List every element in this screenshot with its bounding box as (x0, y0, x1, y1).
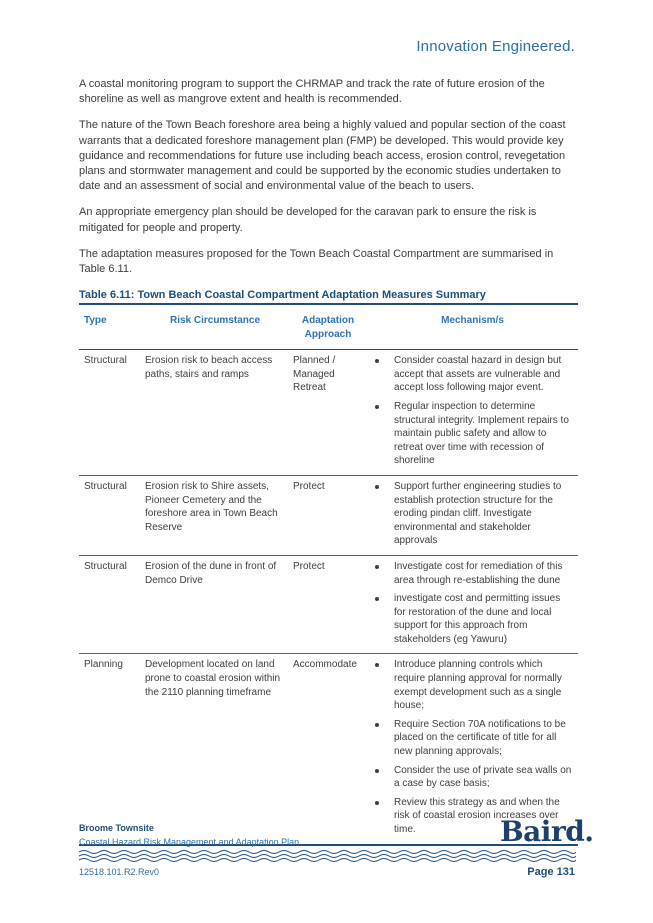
table-row (79, 555, 578, 654)
wave-divider-graphic (79, 848, 576, 864)
mechanism-list (371, 560, 574, 647)
table-caption: Table 6.11: Town Beach Coastal Compartment Adaptation Measures Summary (79, 289, 486, 301)
footer-document-title: Coastal Hazard Risk Management and Adaptation Plan (79, 837, 300, 847)
adaptation-measures-table (79, 303, 578, 846)
footer-project: Broome Townsite (79, 823, 154, 833)
cell-type: Structural (84, 480, 127, 492)
paragraph-emergency: An appropriate emergency plan should be developed for the caravan park to ensure the risk is mitigated for people and property. (79, 206, 537, 234)
cell-mechanisms (367, 350, 578, 476)
header-mechanism: Mechanism/s (367, 304, 578, 350)
page-number: Page 131 (527, 866, 575, 878)
cell-risk: Development located on land prone to coastal erosion within the 2110 planning timeframe (145, 659, 281, 698)
body-text (79, 77, 576, 288)
cell-approach: Planned / Managed Retreat (293, 355, 336, 394)
header-tagline: Innovation Engineered. (416, 38, 575, 55)
header-approach: Adaptation Approach (289, 304, 367, 350)
cell-mechanisms (367, 475, 578, 555)
cell-risk: Erosion risk to Shire assets, Pioneer Cemetery and the foreshore area in Town Beach Reserve (145, 480, 278, 533)
cell-mechanisms (367, 555, 578, 654)
cell-approach: Protect (293, 480, 325, 492)
mechanism-item: Introduce planning controls which require planning approval for normally exempt development such as a single house; (371, 658, 574, 712)
cell-type: Structural (84, 560, 127, 572)
header-risk: Risk Circumstance (141, 304, 289, 350)
mechanism-item: Consider coastal hazard in design but accept that assets are vulnerable and accept loss following major event. (371, 354, 574, 395)
cell-type: Planning (84, 659, 123, 671)
mechanism-list (371, 480, 574, 548)
cell-type: Structural (84, 355, 127, 367)
mechanism-item: Support further engineering studies to establish protection structure for the eroding pindan cliff. Investigate environmental and stakeholder approvals (371, 480, 574, 548)
cell-approach: Accommodate (293, 659, 357, 671)
mechanism-item: Review this strategy as and when the risk of coastal erosion increases over time. (371, 796, 574, 837)
cell-approach: Protect (293, 560, 325, 572)
cell-risk: Erosion risk to beach access paths, stairs and ramps (145, 355, 273, 380)
mechanism-item: Investigate cost for remediation of this area through re-establishing the dune (371, 560, 574, 587)
baird-logo: Baird. (500, 815, 594, 848)
mechanism-list (371, 658, 574, 836)
mechanism-item: Require Section 70A notifications to be placed on the certificate of title for all new planning approvals; (371, 718, 574, 759)
table-row (79, 475, 578, 555)
cell-risk: Erosion of the dune in front of Demco Drive (145, 560, 277, 586)
mechanism-list (371, 354, 574, 468)
table-header-row (79, 304, 578, 350)
paragraph-foreshore: The nature of the Town Beach foreshore area being a highly valued and popular section of the coast warrants that a dedicated foreshore management plan (FMP) be developed. This would provide key guidance and recommendations for future use including beach access, erosion control, revegetation plans and stormwater management and could be supported by the economic studies undertaken to date and an assessment of social and environmental value of the beach to users. (79, 119, 566, 193)
header-type: Type (79, 304, 141, 350)
mechanism-item: Consider the use of private sea walls on a case by case basis; (371, 764, 574, 791)
mechanism-item: Regular inspection to determine structural integrity. Implement repairs to maintain public safety and allow to retreat over time with recession of shoreline (371, 400, 574, 468)
table-row (79, 350, 578, 476)
paragraph-monitoring: A coastal monitoring program to support the CHRMAP and track the rate of future erosion of the shoreline as well as mangrove extent and health is recommended. (79, 78, 545, 106)
paragraph-summary-intro: The adaptation measures proposed for the Town Beach Coastal Compartment are summarised in Table 6.11. (79, 247, 554, 276)
mechanism-item: investigate cost and permitting issues for restoration of the dune and local support for this approach from stakeholders (eg Yawuru) (371, 592, 574, 646)
document-number: 12518.101.R2.Rev0 (79, 867, 160, 877)
